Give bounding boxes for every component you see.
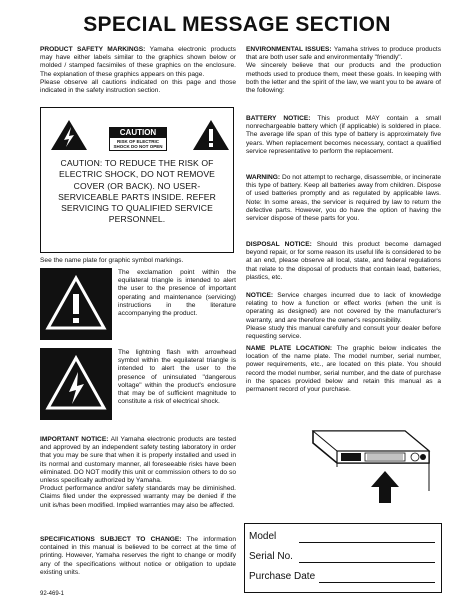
nameplate-reference: See the name plate for graphic symbol markings. [40,257,184,264]
important-body: All Yamaha electronic products are tested and approved by an independent safety testing laboratory in order that you may be sure that when it is properly installed and used in its normal and customary manner, all foreseeable risks have been eliminated. DO NOT modify this unit or commission others to do so unless specifically authorized by Yamaha. [40,436,236,485]
warning-body: Do not attempt to recharge, disassemble, or incinerate this type of battery. Keep all batteries away from children. Dispose of used batteries promptly and as regulated by applicable laws. Note: In some areas, the servicer is required by law to return the defective parts. However, you do have the option of having the servicer dispose of these parts for you. [246,174,441,223]
disposal-section [246,241,441,282]
environmental-heading: ENVIRONMENTAL ISSUES: [246,46,332,53]
specifications-body: The information contained in this manual is believed to be correct at the time of printing. However, Yamaha reserves the right to change or modify any of the specifications without notice or obligation to update existing units. [40,536,236,576]
important-notice-section [40,436,236,510]
notice-body: Service charges incurred due to lack of knowledge relating to how a function or effect works (when the unit is operating as designed) are not covered by the manufacturer's warranty, and are therefore the owner's responsibility. [246,292,441,324]
caution-label-box [40,107,234,253]
purchase-date-field[interactable] [319,581,435,583]
important-body-2: Product performance and/or safety standards may be diminished. Claims filed under the expressed warranty may be denied if the unit is/has been modified. Implied warranties may also be affected. [40,485,236,509]
nameplate-body: The graphic below indicates the location of the name plate. The model number, serial number, power requirements, etc., are located on this plate. You should record the model number, serial number, and the date of purchase in the spaces provided below and retain this manual as a permanent record of your purchase. [246,345,442,394]
purchase-date-label: Purchase Date [249,571,316,582]
lightning-icon [40,348,112,420]
battery-heading: BATTERY NOTICE: [246,115,311,122]
battery-section [246,115,441,156]
specifications-section [40,536,236,577]
serial-label: Serial No. [249,551,293,562]
environmental-section [246,46,441,95]
page-title: SPECIAL MESSAGE SECTION [83,13,391,36]
caution-text: CAUTION: TO REDUCE THE RISK OF ELECTRIC SHOCK, DO NOT REMOVE COVER (OR BACK). NO USER-SERVICEABLE PARTS INSIDE. REFER SERVICING TO QUALIFIED SERVICE PERSONNEL. [58,158,216,225]
caution-label [109,127,167,151]
warning-heading: WARNING: [246,174,281,181]
exclamation-icon [40,268,112,340]
serial-field[interactable] [299,561,435,563]
lightning-symbol [40,348,112,420]
specifications-heading: SPECIFICATIONS SUBJECT TO CHANGE: [40,536,182,543]
safety-heading: PRODUCT SAFETY MARKINGS: [40,46,146,53]
environmental-body: Yamaha strives to produce products that are both user safe and environmentally "friendly". [246,46,441,62]
nameplate-heading: NAME PLATE LOCATION: [246,345,333,352]
purchase-record-box [244,523,442,593]
lightning-description: The lightning flash with arrowhead symbol within the equilateral triangle is intended to alert the user to the presence of uninsulated "dangerous voltage" within the product's enclosure that may be of sufficient magnitude to constitute a risk of electrical shock. [118,349,236,406]
nameplate-section [246,345,441,394]
disposal-body: Should this product become damaged beyond repair, or for some reason its useful life is considered to be at an end, please observe all local, state, and federal regulations that relate to the disposal of products that contain lead, batteries, plastics, etc. [246,241,441,281]
notice-heading: NOTICE: [246,292,274,299]
notice-section [246,292,441,341]
lightning-triangle-icon [49,118,89,152]
disposal-heading: DISPOSAL NOTICE: [246,241,312,248]
exclamation-description: The exclamation point within the equilateral triangle is intended to alert the user to the presence of important operating and maintenance (servicing) instructions in the literature accompanying the product. [118,269,236,318]
exclamation-triangle-icon [191,118,231,152]
caution-label-head: CAUTION [110,128,166,138]
exclamation-symbol [40,268,112,340]
document-code: 92-469-1 [40,591,65,597]
warning-section [246,174,441,223]
model-field[interactable] [299,541,435,543]
notice-body-2: Please study this manual carefully and consult your dealer before requesting service. [246,324,441,341]
model-label: Model [249,531,277,542]
safety-body: Yamaha electronic products may have either labels similar to the graphics shown below or molded / stamped facsimiles of these graphics on the enclosure. The explanation of these graphics appears on this page. [40,46,236,78]
battery-body: This product MAY contain a small nonrechargeable battery which (if applicable) is soldered in place. The average life span of this type of battery is approximately five years. When replacement becomes necessary, contact a qualified service representative to perform the replacement. [246,115,441,155]
product-safety-section [40,46,236,95]
important-heading: IMPORTANT NOTICE: [40,436,109,443]
caution-label-sub: RISK OF ELECTRIC SHOCK DO NOT OPEN [113,139,163,149]
nameplate-location-illustration [309,391,443,511]
environmental-body-2: We sincerely believe that our products and the production methods used to produce them, meet these goals. In keeping with both the letter and the spirit of the law, we want you to be aware of the following: [246,62,441,95]
safety-body-2: Please observe all cautions indicated on this page and those indicated in the safety instruction section. [40,78,236,95]
